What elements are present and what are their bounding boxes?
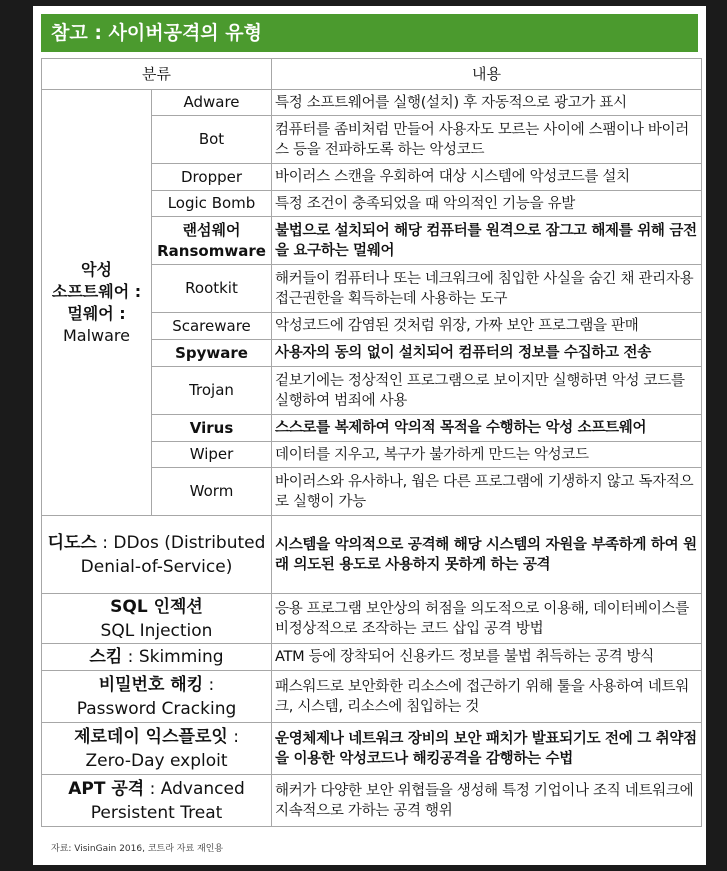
source-note: 자료: VisinGain 2016, 코트라 자료 재인용 (51, 844, 224, 854)
attack-name-cell (42, 516, 272, 594)
table-row (42, 594, 702, 644)
malware-desc: 악성코드에 감염된 것처럼 위장, 가짜 보안 프로그램을 판매 (272, 313, 702, 340)
attack-name-ko: 디도스 (47, 532, 97, 553)
attack-desc: 응용 프로그램 보안상의 허점을 의도적으로 이용해, 데이터베이스를 비정상적으로 조작하는 코드 삽입 공격 방법 (272, 594, 702, 644)
malware-desc: 겉보기에는 정상적인 프로그램으로 보이지만 실행하면 악성 코드를 실행하여 범죄에 사용 (272, 367, 702, 415)
attack-name-cell (42, 723, 272, 775)
attack-name-en: DDos (Distributed Denial-of-Service) (80, 532, 266, 577)
attack-desc: 운영체제나 네트워크 장비의 보안 패치가 발표되기도 전에 그 취약점을 이용한 악성코드나 해킹공격을 감행하는 수법 (272, 723, 702, 775)
header-category: 분류 (42, 59, 272, 90)
attack-name-sep: : (144, 778, 161, 799)
malware-name: Adware (152, 90, 272, 116)
attack-name-ko: SQL 인젝션 (110, 596, 203, 617)
attack-name-en: Zero-Day exploit (85, 750, 228, 771)
malware-desc: 해커들이 컴퓨터나 또는 네크워크에 침입한 사실을 숨긴 채 관리자용 접근권한을 획득하는데 사용하는 도구 (272, 265, 702, 313)
attack-name-ko: APT 공격 (68, 778, 145, 799)
attack-desc: ATM 등에 장착되어 신용카드 정보를 불법 취득하는 공격 방식 (272, 644, 702, 671)
table-row (42, 775, 702, 827)
malware-name: Trojan (152, 367, 272, 415)
attack-name-sep: : (122, 647, 139, 667)
attack-name-sep: : (96, 532, 114, 553)
malware-desc: 바이러스와 유사하나, 웜은 다른 프로그램에 기생하지 않고 독자적으로 실행이 가능 (272, 468, 702, 516)
malware-group-cell (42, 90, 152, 516)
table-row (42, 516, 702, 594)
malware-group-line2: 소프트웨어 : (51, 281, 142, 301)
malware-group-line3: 멀웨어 : (67, 303, 126, 323)
attack-name-sep: : (227, 726, 239, 747)
malware-desc: 바이러스 스캔을 우회하여 대상 시스템에 악성코드를 설치 (272, 164, 702, 191)
attack-name-ko: 스킴 (89, 647, 123, 667)
attack-name-en: Skimming (138, 647, 224, 667)
attack-desc: 해커가 다양한 보안 위협들을 생성해 특정 기업이나 조직 네트워크에 지속적으로 가하는 공격 행위 (272, 775, 702, 827)
malware-name: Worm (152, 468, 272, 516)
page-title: 참고 : 사이버공격의 유형 (41, 14, 698, 52)
malware-desc: 불법으로 설치되어 해당 컴퓨터를 원격으로 잠그고 해제를 위해 금전을 요구하는 멀웨어 (272, 217, 702, 265)
attack-name-en: Advanced Persistent Treat (90, 778, 245, 823)
malware-name: Rootkit (152, 265, 272, 313)
malware-desc: 스스로를 복제하여 악의적 목적을 수행하는 악성 소프트웨어 (272, 415, 702, 442)
attack-name-ko: 제로데이 익스플로잇 (74, 726, 228, 747)
attack-name-ko: 비밀번호 해킹 (98, 674, 204, 695)
attack-name-cell (42, 775, 272, 827)
attack-name-sep: : (203, 674, 215, 695)
malware-name: Dropper (152, 164, 272, 191)
malware-name: Bot (152, 116, 272, 164)
malware-desc: 컴퓨터를 좀비처럼 만들어 사용자도 모르는 사이에 스팸이나 바이러스 등을 전파하도록 하는 악성코드 (272, 116, 702, 164)
table-row (42, 671, 702, 723)
malware-name: Virus (152, 415, 272, 442)
malware-name: Spyware (152, 340, 272, 367)
table-row (42, 723, 702, 775)
attack-name-cell (42, 594, 272, 644)
malware-name-ko: 랜섬웨어 (182, 220, 241, 239)
malware-group-line4: Malware (62, 325, 130, 345)
malware-name (152, 217, 272, 265)
header-content: 내용 (272, 59, 702, 90)
attack-name-cell (42, 671, 272, 723)
malware-name: Scareware (152, 313, 272, 340)
attack-name-en: SQL Injection (100, 620, 213, 641)
malware-name: Wiper (152, 442, 272, 468)
malware-desc: 데이터를 지우고, 복구가 불가하게 만드는 악성코드 (272, 442, 702, 468)
table-row (42, 90, 702, 116)
attack-types-table (41, 58, 702, 827)
malware-desc: 사용자의 동의 없이 설치되어 컴퓨터의 정보를 수집하고 전송 (272, 340, 702, 367)
malware-desc: 특정 소프트웨어를 실행(설치) 후 자동적으로 광고가 표시 (272, 90, 702, 116)
malware-desc: 특정 조건이 충족되었을 때 악의적인 기능을 유발 (272, 191, 702, 217)
attack-desc: 패스워드로 보안화한 리소스에 접근하기 위해 툴을 사용하여 네트워크, 시스템, 리소스에 침입하는 것 (272, 671, 702, 723)
attack-name-en: Password Cracking (76, 698, 237, 719)
document-card (33, 6, 706, 865)
attack-name-cell (42, 644, 272, 671)
malware-group-line1: 악성 (81, 259, 112, 279)
malware-name-en: Ransomware (157, 241, 266, 260)
table-row (42, 644, 702, 671)
table-header-row (42, 59, 702, 90)
attack-desc: 시스템을 악의적으로 공격해 해당 시스템의 자원을 부족하게 하여 원래 의도된 용도로 사용하지 못하게 하는 공격 (272, 516, 702, 594)
malware-name: Logic Bomb (152, 191, 272, 217)
